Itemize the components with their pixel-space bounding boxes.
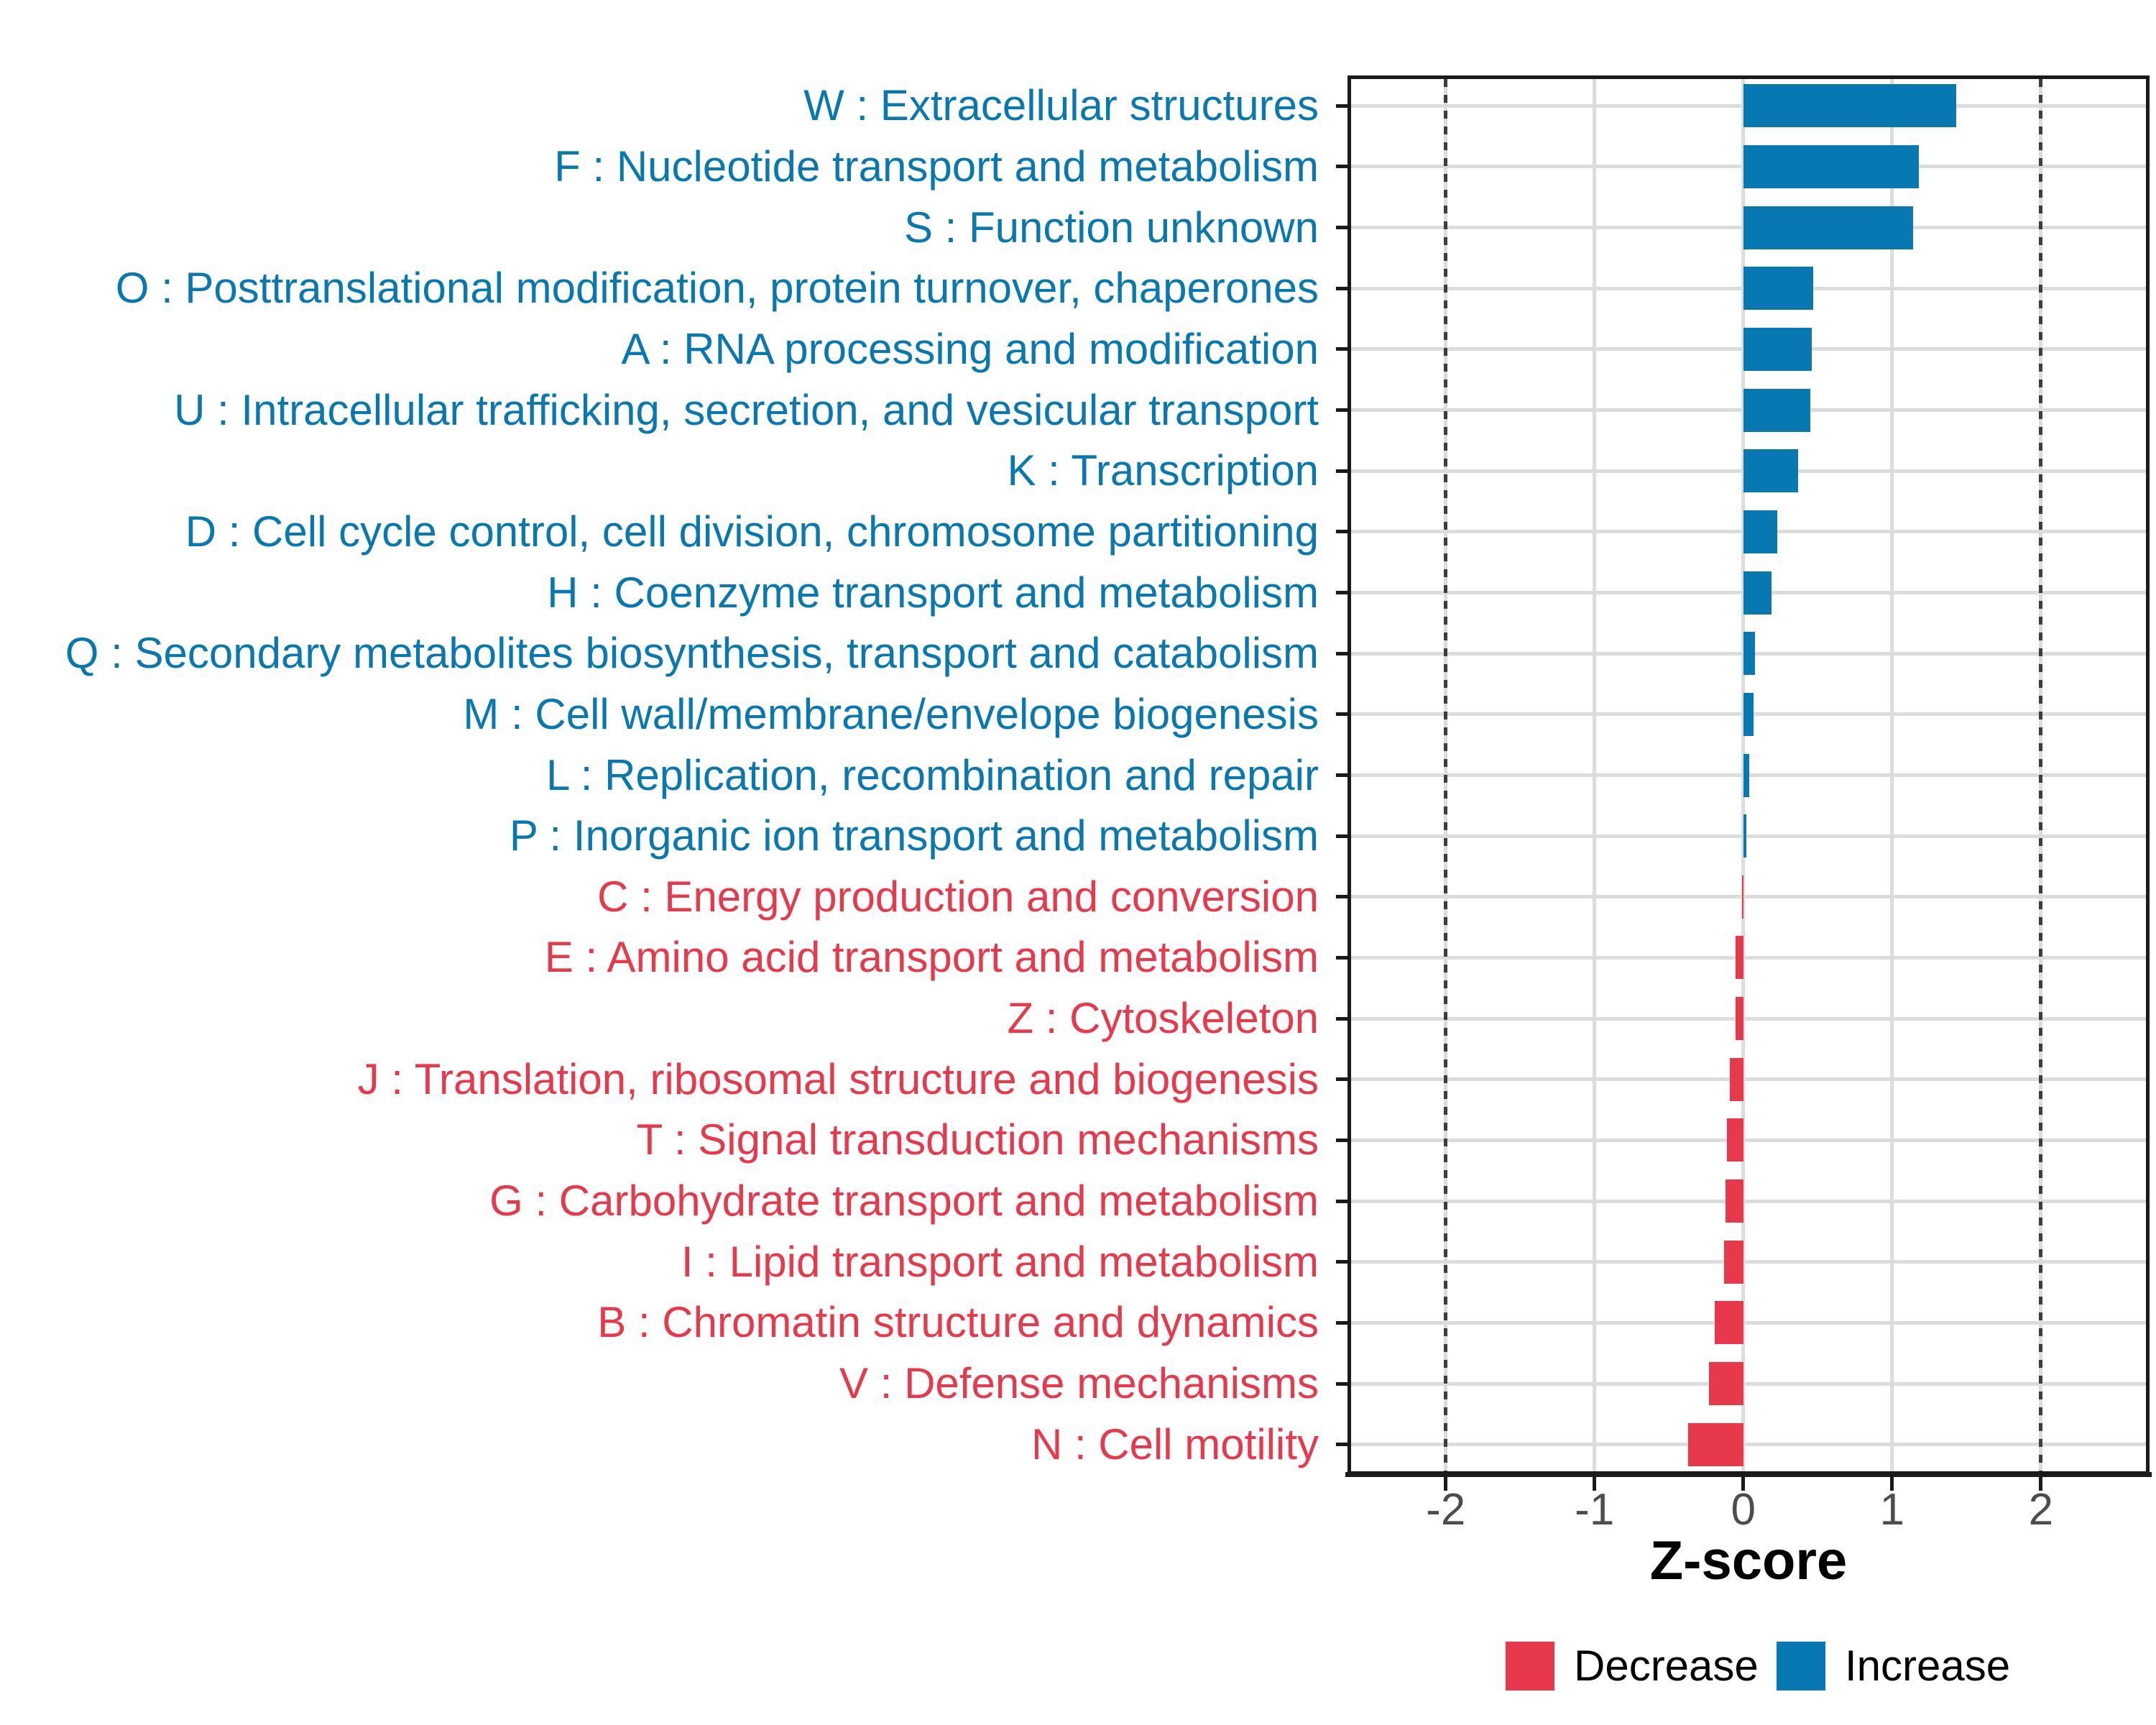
y-tick	[1336, 773, 1348, 777]
y-tick	[1336, 834, 1348, 838]
x-axis-title: Z-score	[1649, 1530, 1848, 1591]
y-tick	[1336, 347, 1348, 351]
grid-line-horizontal	[1351, 1260, 2146, 1264]
y-tick	[1336, 1443, 1348, 1446]
y-tick	[1336, 1138, 1348, 1142]
bar-i	[1724, 1241, 1743, 1284]
bar-z	[1736, 997, 1743, 1040]
bar-e	[1736, 936, 1743, 979]
x-tick-label: -2	[1426, 1485, 1466, 1535]
y-tick	[1336, 530, 1348, 533]
y-tick	[1336, 287, 1348, 290]
x-tick-label: 1	[1879, 1485, 1905, 1535]
y-tick	[1336, 104, 1348, 108]
legend-swatch-increase	[1777, 1642, 1825, 1690]
category-label: T : Signal transduction mechanisms	[636, 1116, 1319, 1164]
x-tick-label: 0	[1731, 1485, 1756, 1535]
grid-line-vertical	[1593, 79, 1596, 1471]
x-tick-label: 2	[2028, 1485, 2054, 1535]
bar-d	[1743, 510, 1778, 553]
y-tick	[1336, 226, 1348, 229]
category-label: K : Transcription	[1007, 446, 1319, 495]
bar-t	[1727, 1118, 1743, 1162]
category-label: F : Nucleotide transport and metabolism	[554, 142, 1319, 190]
category-label: U : Intracellular trafficking, secretion, and vesicular transport	[174, 385, 1319, 434]
category-label: I : Lipid transport and metabolism	[681, 1237, 1319, 1286]
legend-label-increase: Increase	[1845, 1642, 2011, 1690]
y-tick	[1336, 165, 1348, 168]
category-label: C : Energy production and conversion	[597, 872, 1319, 921]
grid-line-horizontal	[1351, 956, 2146, 960]
bar-a	[1743, 328, 1812, 371]
category-label: D : Cell cycle control, cell division, chromosome partitioning	[185, 507, 1319, 556]
bar-n	[1688, 1423, 1743, 1466]
category-label: M : Cell wall/membrane/envelope biogenesis	[463, 689, 1319, 738]
bar-m	[1743, 693, 1754, 736]
bar-o	[1743, 267, 1813, 310]
y-tick	[1336, 1200, 1348, 1203]
legend-item-increase	[1777, 1641, 2010, 1690]
bar-c	[1742, 875, 1743, 919]
bar-w	[1743, 84, 1956, 127]
y-tick	[1336, 652, 1348, 656]
y-tick	[1336, 408, 1348, 412]
y-tick	[1336, 1260, 1348, 1264]
category-label: S : Function unknown	[903, 203, 1319, 252]
bar-p	[1743, 814, 1746, 857]
category-label: A : RNA processing and modification	[621, 324, 1319, 373]
bar-k	[1743, 449, 1799, 492]
threshold-line	[1444, 79, 1447, 1471]
y-tick	[1336, 1017, 1348, 1021]
category-label: G : Carbohydrate transport and metabolism	[489, 1177, 1319, 1225]
bar-f	[1743, 145, 1919, 188]
category-label: P : Inorganic ion transport and metabolism	[509, 811, 1319, 860]
grid-line-horizontal	[1351, 834, 2146, 838]
grid-line-horizontal	[1351, 1017, 2146, 1021]
grid-line-horizontal	[1351, 1077, 2146, 1081]
category-label: E : Amino acid transport and metabolism	[544, 933, 1319, 982]
grid-line-horizontal	[1351, 1321, 2146, 1325]
y-tick	[1336, 895, 1348, 898]
bar-g	[1726, 1179, 1743, 1223]
category-label: H : Coenzyme transport and metabolism	[547, 568, 1319, 617]
grid-line-vertical	[1890, 79, 1894, 1471]
grid-line-horizontal	[1351, 1200, 2146, 1203]
category-label: Z : Cytoskeleton	[1007, 994, 1319, 1043]
category-label: N : Cell motility	[1031, 1420, 1319, 1468]
category-label: O : Posttranslational modification, protein turnover, chaperones	[115, 264, 1319, 313]
bar-v	[1709, 1362, 1743, 1405]
grid-line-horizontal	[1351, 1382, 2146, 1386]
bar-s	[1743, 206, 1913, 249]
bar-h	[1743, 571, 1772, 615]
legend-item-decrease	[1506, 1641, 1759, 1690]
legend-swatch-decrease	[1506, 1642, 1554, 1690]
category-label: J : Translation, ribosomal structure and biogenesis	[357, 1054, 1319, 1103]
x-tick-label: -1	[1575, 1485, 1615, 1535]
bar-q	[1743, 632, 1756, 675]
y-tick	[1336, 1321, 1348, 1325]
bar-j	[1730, 1058, 1743, 1101]
grid-line-horizontal	[1351, 1443, 2146, 1446]
y-tick	[1336, 1382, 1348, 1386]
x-axis-line	[1345, 1472, 2152, 1477]
legend-label-decrease: Decrease	[1574, 1642, 1759, 1690]
y-tick	[1336, 1077, 1348, 1081]
bar-b	[1715, 1301, 1743, 1344]
category-label: Q : Secondary metabolites biosynthesis, transport and catabolism	[65, 629, 1319, 678]
category-label: L : Replication, recombination and repair	[545, 750, 1319, 799]
y-tick	[1336, 956, 1348, 960]
y-tick	[1336, 591, 1348, 594]
bar-l	[1743, 754, 1749, 797]
y-tick	[1336, 712, 1348, 716]
category-label: V : Defense mechanisms	[839, 1359, 1319, 1408]
grid-line-horizontal	[1351, 895, 2146, 898]
category-label: W : Extracellular structures	[803, 81, 1319, 130]
threshold-line	[2039, 79, 2042, 1471]
grid-line-horizontal	[1351, 1138, 2146, 1142]
bar-u	[1743, 389, 1810, 432]
category-label: B : Chromatin structure and dynamics	[597, 1298, 1319, 1347]
y-tick	[1336, 469, 1348, 473]
